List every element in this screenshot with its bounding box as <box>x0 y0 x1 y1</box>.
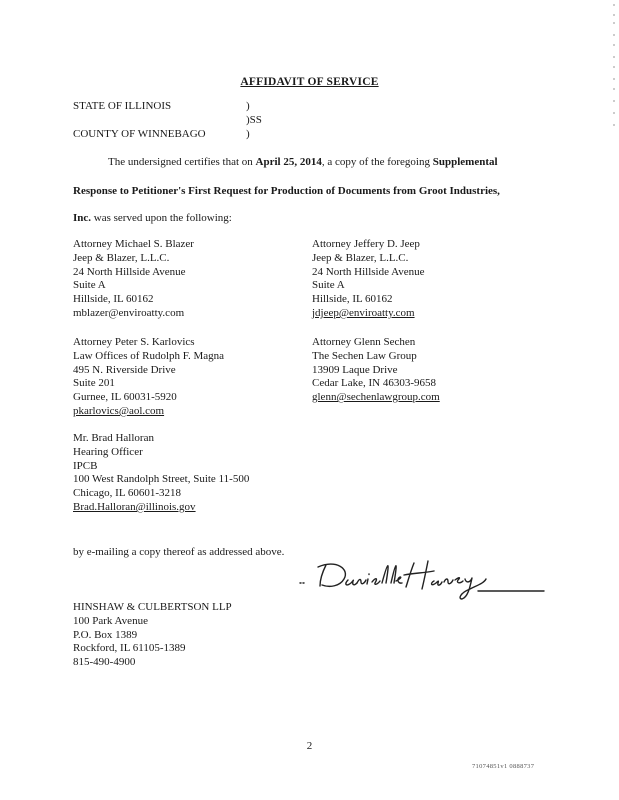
certification-text-2: , a copy of the foregoing <box>321 156 433 168</box>
recipient-sechen: Attorney Glenn Sechen The Sechen Law Group 13909 Laque Drive Cedar Lake, IN 46303-9658 glenn@sechenlawgroup.com <box>312 336 440 404</box>
certification-line-3 <box>73 212 543 226</box>
service-method-line: by e-mailing a copy thereof as addressed above. <box>73 546 285 558</box>
caption-paren-close: ) <box>246 128 250 140</box>
law-firm-block: HINSHAW & CULBERTSON LLP 100 Park Avenue P.O. Box 1389 Rockford, IL 61105-1389 815-490-4900 <box>73 601 232 669</box>
handwritten-signature <box>296 553 546 605</box>
page-number: 2 <box>306 740 313 752</box>
served-upon-text: was served upon the following: <box>91 212 232 224</box>
document-name-end: Inc. <box>73 212 92 224</box>
recipient-email: Brad.Halloran@illinois.gov <box>73 500 196 513</box>
recipient-email: glenn@sechenlawgroup.com <box>312 391 440 404</box>
caption-state: STATE OF ILLINOIS <box>73 100 172 112</box>
recipient-email: pkarlovics@aol.com <box>73 404 165 417</box>
caption-county: COUNTY OF WINNEBAGO <box>73 128 206 140</box>
caption-ss: )SS <box>246 114 262 126</box>
certification-text: The undersigned certifies that on <box>108 156 256 168</box>
document-id: 71074851v1 0888737 <box>472 763 535 770</box>
caption-state-row <box>73 100 250 114</box>
document-name-start: Supplemental <box>432 156 498 168</box>
firm-phone: 815-490-4900 <box>73 656 136 669</box>
recipient-email: jdjeep@enviroatty.com <box>312 306 415 319</box>
recipient-karlovics: Attorney Peter S. Karlovics Law Offices of Rudolph F. Magna 495 N. Riverside Drive Suite 201 Gurnee, IL 60031-5920 pkarlovics@aol.com <box>73 336 225 417</box>
recipient-blazer: Attorney Michael S. Blazer Jeep & Blazer, L.L.C. 24 North Hillside Avenue Suite A Hillside, IL 60162 mblazer@enviroatty.com <box>73 238 194 319</box>
caption-county-row <box>73 128 250 142</box>
recipient-halloran: Mr. Brad Halloran Hearing Officer IPCB 100 West Randolph Street, Suite 11-500 Chicago, IL 60601-3218 Brad.Halloran@illinois.gov <box>73 432 250 513</box>
recipient-email: mblazer@enviroatty.com <box>73 306 185 319</box>
service-date: April 25, 2014 <box>255 156 322 168</box>
firm-name: HINSHAW & CULBERTSON LLP <box>73 601 232 613</box>
scan-edge-marks <box>611 0 617 140</box>
document-name-line: Response to Petitioner's First Request for Production of Documents from Groot Industries, <box>73 185 500 197</box>
caption-paren-open: ) <box>246 100 250 112</box>
certification-line-1 <box>108 156 578 170</box>
document-title: AFFIDAVIT OF SERVICE <box>240 76 379 88</box>
recipient-jeep: Attorney Jeffery D. Jeep Jeep & Blazer, L.L.C. 24 North Hillside Avenue Suite A Hillside, IL 60162 jdjeep@enviroatty.com <box>312 238 425 319</box>
